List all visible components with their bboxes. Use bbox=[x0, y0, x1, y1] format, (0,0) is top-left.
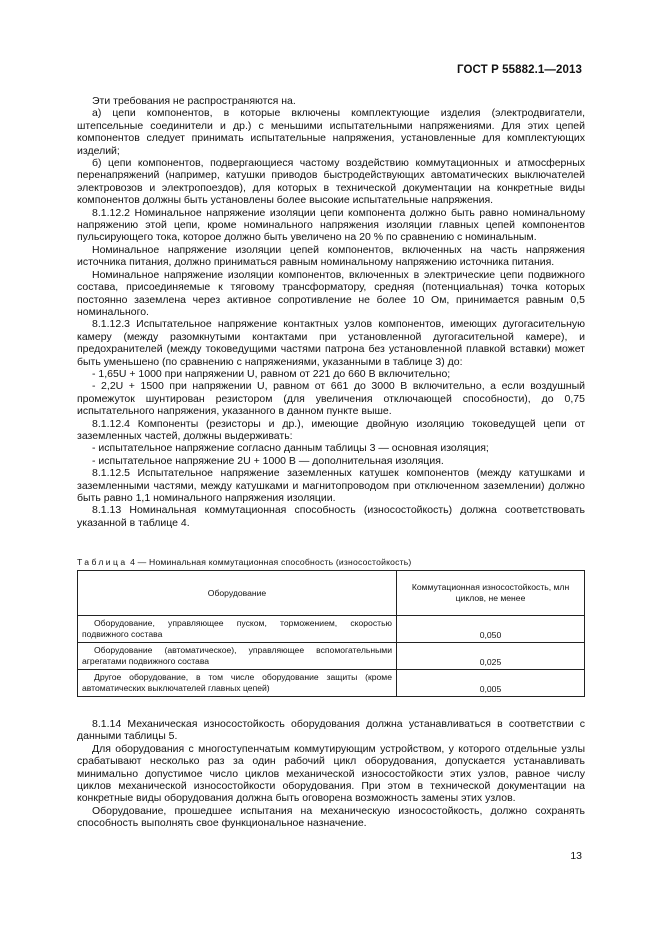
paragraph: 8.1.12.4 Компоненты (резисторы и др.), имеющие двойную изоляцию токоведущей цепи от заземленных частей, должны выдерживать: bbox=[77, 417, 585, 442]
list-item: - испытательное напряжение согласно данным таблицы 3 — основная изоляция; bbox=[92, 442, 489, 455]
value-cell: 0,005 bbox=[397, 670, 585, 697]
document-header: ГОСТ Р 55882.1—2013 bbox=[457, 64, 582, 76]
paragraph: а) цепи компонентов, в которые включены комплектующие изделия (электродвигатели, штепсельные соединители и др.) с меньшими испытательными напряжениями. Для этих цепей компонентов следует принимать испытательные напряжения, установленные для комплектующих изделий; bbox=[77, 107, 585, 157]
paragraph: Эти требования не распространяются на. bbox=[92, 95, 296, 107]
paragraph: 8.1.12.2 Номинальное напряжение изоляции цепи компонента должно быть равно номинальному напряжению этой цепи, кроме номинального напряжения изоляции главных цепей компонентов пульсирующего тока, которое должно быть увеличено на 20 % по сравнению с номинальным. bbox=[77, 206, 585, 244]
column-header-durability: Коммутационная износостойкость, млн циклов, не менее bbox=[397, 571, 585, 616]
table-header-row bbox=[78, 571, 585, 616]
value-cell: 0,025 bbox=[397, 643, 585, 670]
body-text-upper bbox=[77, 95, 585, 529]
paragraph: 8.1.12.5 Испытательное напряжение заземленных катушек компонентов (между катушками и заземленными частями, между катушками и магнитопроводом при отключенном заземлении) должно быть равно 1,1 номинального напряжения изоляции. bbox=[77, 467, 585, 504]
paragraph: Номинальное напряжение изоляции компонентов, включенных в электрические цепи подвижного состава, присоединяемые к тяговому трансформатору, средняя (потенциальная) точка которых постоянно заземлена через активное сопротивление не более 10 Ом, принимается равным 0,5 номинального. bbox=[77, 268, 585, 318]
paragraph: 8.1.13 Номинальная коммутационная способность (износостойкость) должна соответствовать указанной в таблице 4. bbox=[77, 504, 585, 529]
list-item: - 2,2U + 1500 при напряжении U, равном от 661 до 3000 В включительно, а если воздушный промежуток шунтирован резистором (для увеличения отключающей способности), до 0,75 испытательного напряжения, указанного в данном пункте выше. bbox=[77, 380, 585, 418]
equipment-cell: Оборудование, управляющее пуском, торможением, скоростью подвижного состава bbox=[78, 616, 397, 643]
table-row bbox=[78, 616, 585, 643]
table-caption-label: Таблица bbox=[77, 557, 128, 567]
list-item: - 1,65U + 1000 при напряжении U, равном от 221 до 660 В включительно; bbox=[92, 367, 451, 380]
paragraph: б) цепи компонентов, подвергающиеся частому воздействию коммутационных и атмосферных перенапряжений (например, катушки приводов быстродействующих автоматических выключателей электровозов и электропоездов), для которых в технической документации на конкретные виды компонентов должны быть установлены более высокие испытательные напряжения. bbox=[77, 157, 585, 207]
paragraph: Номинальное напряжение изоляции цепей компонентов, включенных на часть напряжения источника питания, должно приниматься равным номинальному напряжению источника питания. bbox=[77, 243, 585, 269]
paragraph: Оборудование, прошедшее испытания на механическую износостойкость, должно сохранять способность выполнять свое функциональное назначение. bbox=[77, 804, 585, 830]
paragraph: 8.1.12.3 Испытательное напряжение контактных узлов компонентов, имеющих дугогасительную камеру (между разомкнутыми контактами при установленной дугогасительной камере), и предохранителей (между токоведущими частями патрона без установленной плавкой вставки) может быть уменьшено (по сравнению с напряжениями, указанными в таблице 3) до: bbox=[77, 318, 585, 368]
paragraph: Для оборудования с многоступенчатым коммутирующим устройством, у которого отдельные узлы срабатывают несколько раз за один рабочий цикл оборудования, допускается устанавливать минимально допустимое число циклов механической износостойкости этих узлов, равное числу циклов механической износостойкости оборудования. При этом в технической документации на конкретные виды оборудования должна быть оговорена возможность замены этих узлов. bbox=[77, 742, 585, 805]
equipment-cell: Оборудование (автоматическое), управляющее вспомогательными агрегатами подвижного состава bbox=[78, 643, 397, 670]
list-item: - испытательное напряжение 2U + 1000 В — дополнительная изоляция. bbox=[92, 454, 444, 467]
paragraph: 8.1.14 Механическая износостойкость оборудования должна устанавливаться в соответствии с данными таблицы 5. bbox=[77, 718, 585, 743]
table-caption bbox=[77, 557, 411, 567]
value-cell: 0,050 bbox=[397, 616, 585, 643]
equipment-cell: Другое оборудование, в том числе оборудование защиты (кроме автоматических выключателей главных цепей) bbox=[78, 670, 397, 697]
table-caption-text: 4 — Номинальная коммутационная способность (износостойкость) bbox=[130, 557, 412, 567]
page-number: 13 bbox=[570, 850, 582, 862]
table-row bbox=[78, 643, 585, 670]
table-row bbox=[78, 670, 585, 697]
durability-table bbox=[77, 570, 585, 697]
body-text-lower bbox=[77, 718, 585, 830]
column-header-equipment: Оборудование bbox=[78, 571, 397, 616]
